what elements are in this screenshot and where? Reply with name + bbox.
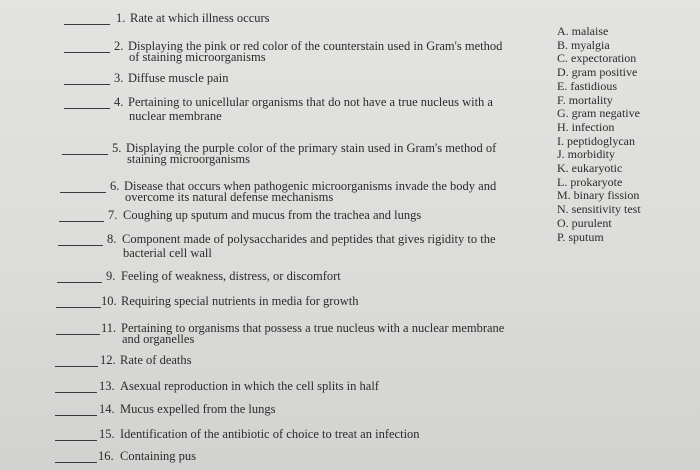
question-text: Disease that occurs when pathogenic microorganisms invade the body and — [124, 179, 497, 193]
question-number: 15. — [99, 427, 115, 441]
question-text: Displaying the purple color of the primary stain used in Gram's method of — [126, 141, 497, 155]
question-text-continued: and organelles — [122, 332, 195, 346]
answer-option: J. morbidity — [557, 147, 616, 162]
question-text: Containing pus — [120, 449, 197, 463]
answer-option: M. binary fission — [557, 188, 640, 203]
answer-option: N. sensitivity test — [557, 202, 641, 217]
answer-option: D. gram positive — [557, 65, 638, 80]
question-text-continued: bacterial cell wall — [123, 246, 212, 260]
question-text: Mucus expelled from the lungs — [120, 402, 276, 416]
answer-blank[interactable] — [59, 221, 104, 222]
answer-blank[interactable] — [58, 245, 103, 246]
question-text-continued: of staining microorganisms — [129, 50, 266, 64]
answer-blank[interactable] — [57, 282, 102, 283]
answer-option: K. eukaryotic — [557, 161, 623, 175]
question-number: 6. — [110, 179, 120, 193]
question-text: Requiring special nutrients in media for growth — [121, 294, 359, 308]
answer-blank[interactable] — [64, 108, 110, 109]
answer-option: A. malaise — [557, 24, 609, 38]
question-number: 13. — [99, 379, 115, 393]
answer-blank[interactable] — [55, 415, 97, 416]
question-number: 9. — [106, 269, 116, 283]
answer-blank[interactable] — [62, 154, 108, 155]
question-number: 2. — [114, 39, 124, 53]
question-text: Asexual reproduction in which the cell splits in half — [120, 379, 379, 393]
answer-blank[interactable] — [55, 366, 98, 367]
question-number: 4. — [114, 95, 124, 109]
answer-blank[interactable] — [64, 24, 110, 25]
question-text-continued: overcome its natural defense mechanisms — [125, 190, 334, 204]
question-text: Rate at which illness occurs — [130, 11, 270, 25]
answer-option: B. myalgia — [557, 37, 610, 52]
answer-blank[interactable] — [56, 307, 101, 308]
question-number: 7. — [108, 208, 118, 222]
question-text: Feeling of weakness, distress, or discomfort — [121, 269, 341, 283]
answer-option: F. mortality — [557, 92, 613, 107]
question-number: 3. — [114, 71, 124, 85]
answer-option: G. gram negative — [557, 106, 640, 121]
question-number: 12. — [100, 353, 116, 367]
answer-blank[interactable] — [55, 462, 97, 463]
answer-blank[interactable] — [55, 440, 97, 441]
answer-blank[interactable] — [64, 84, 110, 85]
question-text: Component made of polysaccharides and peptides that gives rigidity to the — [122, 232, 496, 246]
question-number: 10. — [101, 294, 117, 308]
answer-blank[interactable] — [56, 334, 100, 335]
question-text: Pertaining to organisms that possess a true nucleus with a nuclear membrane — [121, 321, 505, 335]
question-text: Pertaining to unicellular organisms that do not have a true nucleus with a — [128, 95, 493, 109]
answer-option: C. expectoration — [557, 51, 637, 66]
question-text-continued: staining microorganisms — [127, 152, 251, 166]
question-number: 8. — [107, 232, 117, 246]
question-text: Coughing up sputum and mucus from the trachea and lungs — [123, 208, 422, 222]
question-number: 11. — [101, 321, 117, 335]
answer-blank[interactable] — [55, 392, 97, 393]
answer-blank[interactable] — [60, 192, 106, 193]
answer-option: I. peptidoglycan — [557, 133, 635, 148]
question-text: Rate of deaths — [120, 353, 192, 367]
answer-option: E. fastidious — [557, 78, 617, 93]
answer-option: O. purulent — [557, 215, 612, 230]
question-text-continued: nuclear membrane — [129, 109, 222, 123]
question-number: 14. — [99, 402, 115, 416]
question-text: Diffuse muscle pain — [128, 71, 229, 85]
answer-blank[interactable] — [64, 52, 110, 53]
question-text: Displaying the pink or red color of the counterstain used in Gram's method — [128, 39, 503, 53]
question-text: Identification of the antibiotic of choice to treat an infection — [120, 427, 420, 441]
question-number: 5. — [112, 141, 122, 155]
question-number: 16. — [98, 449, 114, 463]
question-number: 1. — [116, 11, 126, 25]
answer-option: L. prokaryote — [557, 174, 623, 189]
answer-option: P. sputum — [557, 229, 604, 244]
answer-option: H. infection — [557, 119, 615, 134]
